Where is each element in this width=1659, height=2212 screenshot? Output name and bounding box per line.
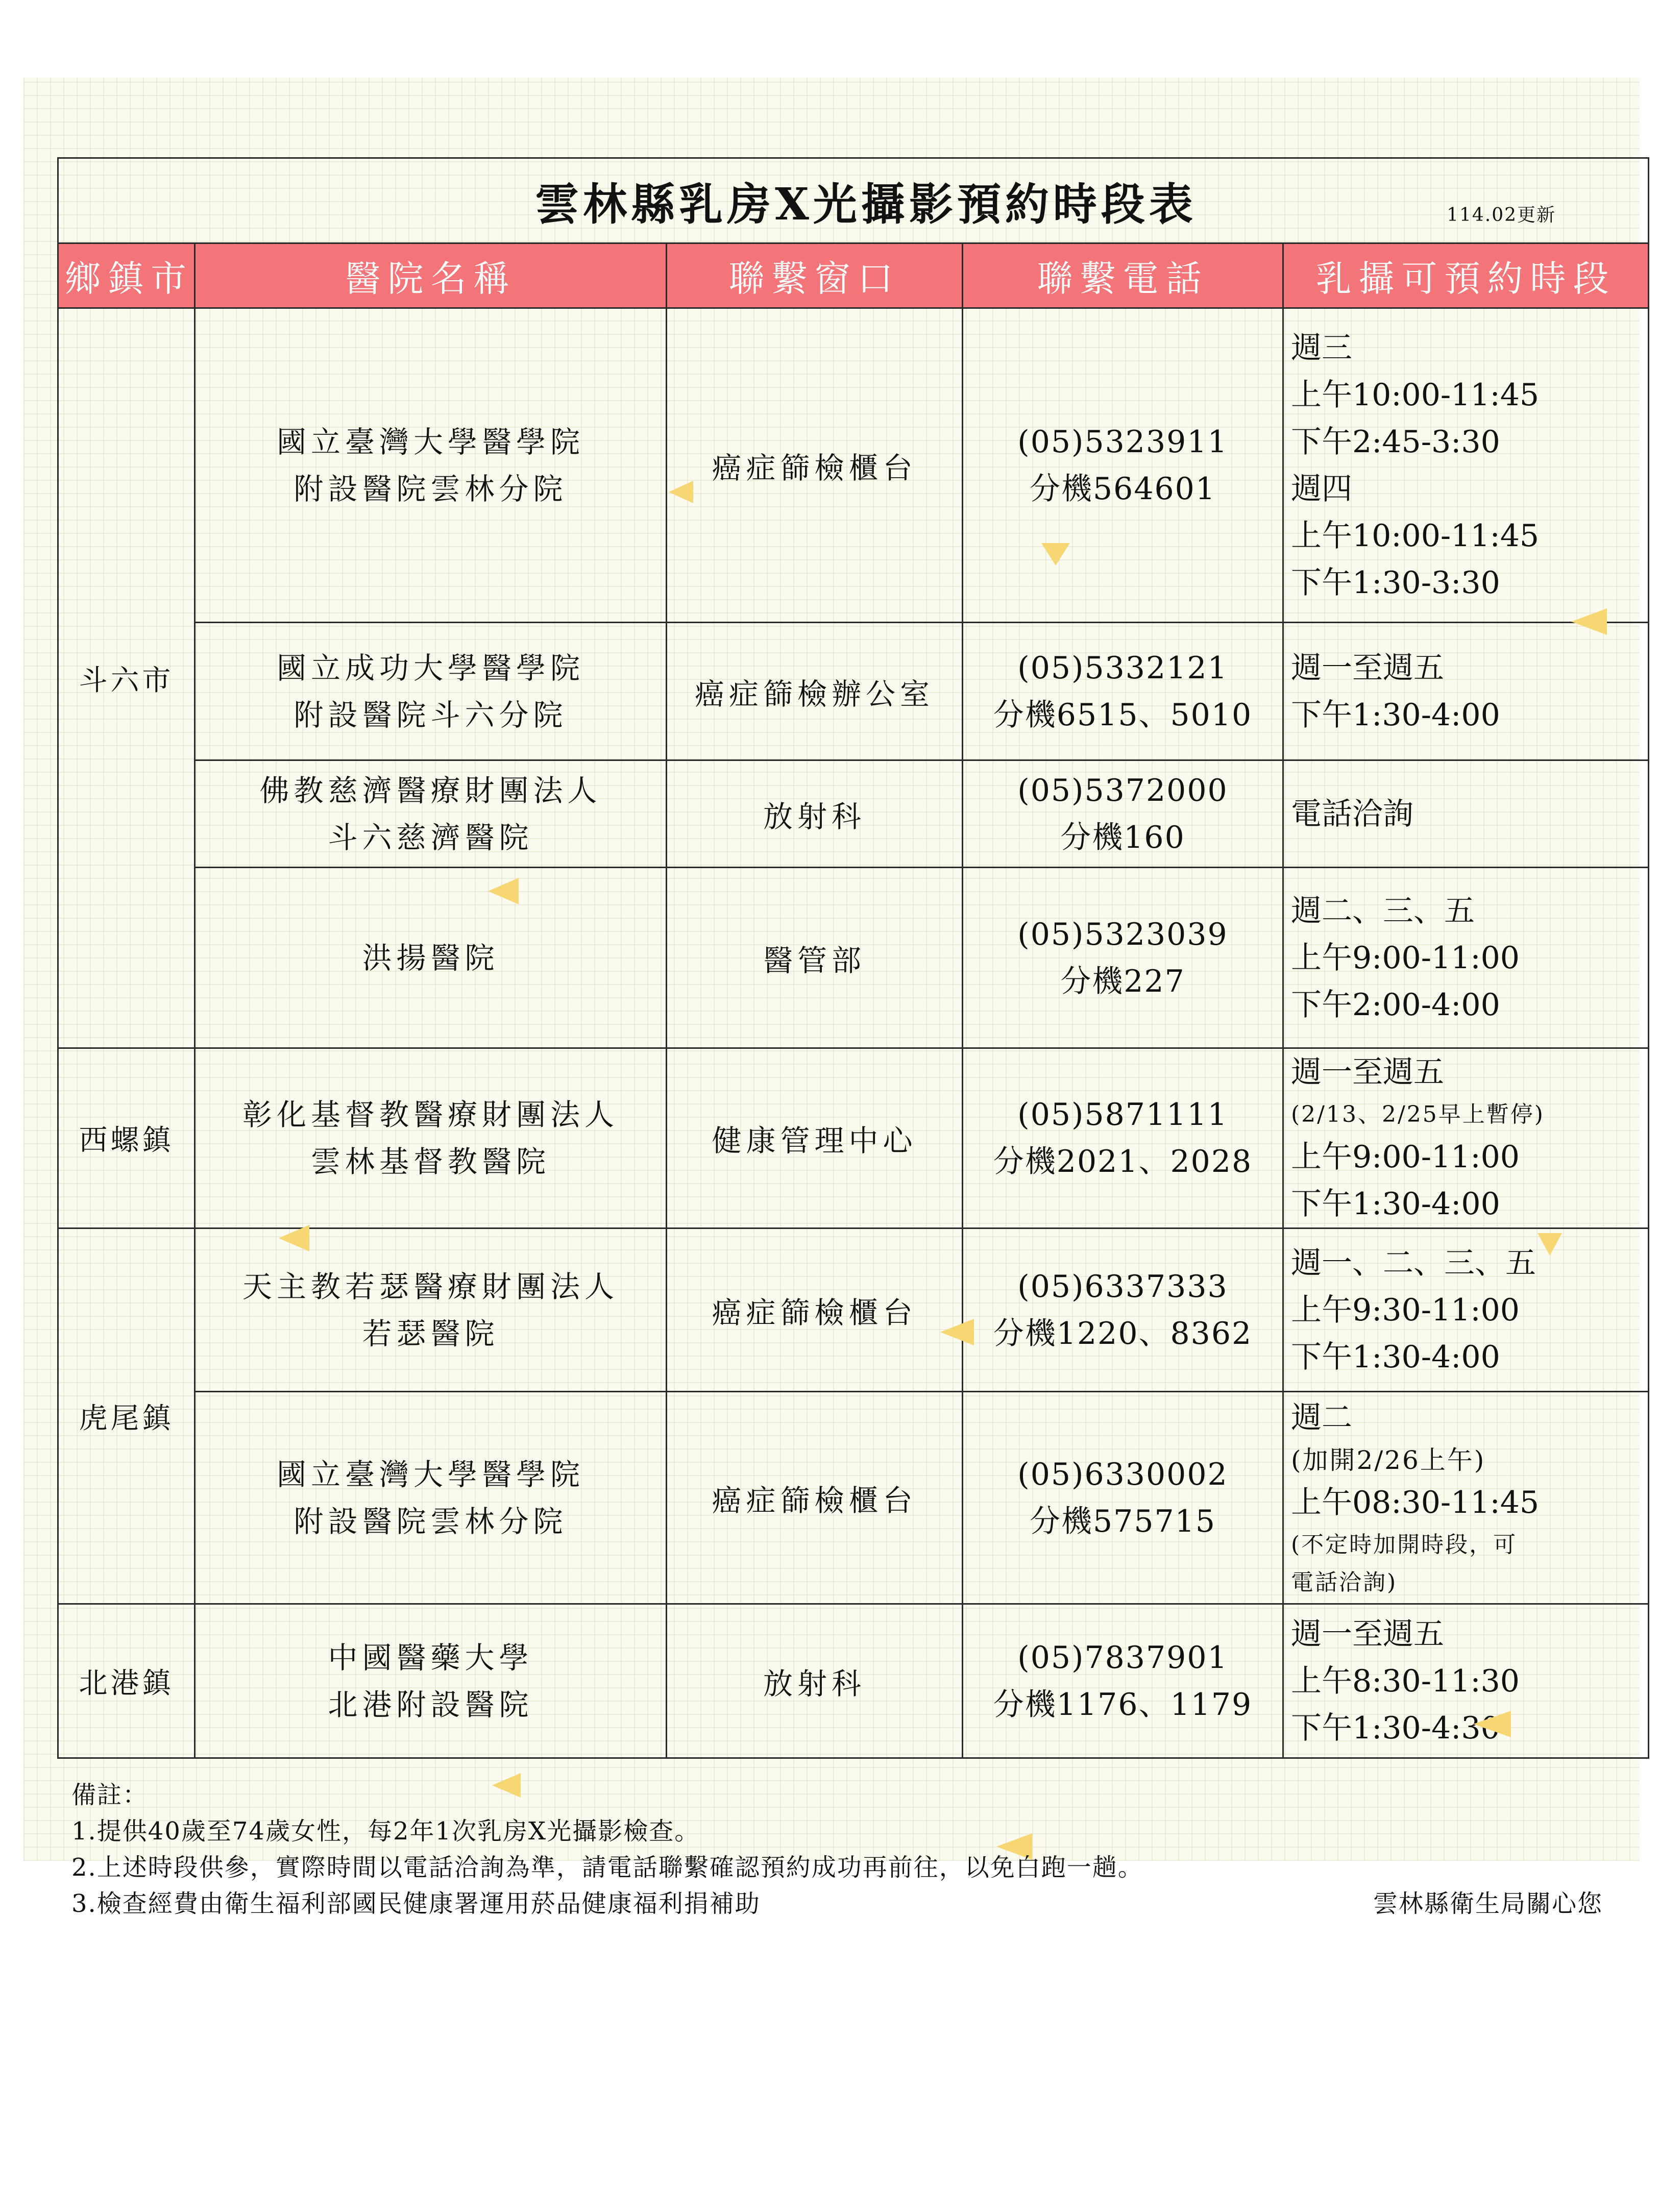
hospital-line: 斗六慈濟醫院: [328, 820, 533, 855]
header-phone: 聯繫電話: [963, 243, 1283, 308]
triangle-decoration-icon: [1473, 1711, 1511, 1737]
table-row: [58, 1392, 1649, 1604]
town-cell: 北港鎮: [58, 1604, 195, 1758]
table-row: [58, 623, 1649, 760]
phone-extension: 分機1176、1179: [993, 1686, 1253, 1723]
slot-line: 週一至週五: [1291, 1616, 1444, 1652]
hospital-line: 彰化基督教醫療財團法人: [242, 1097, 619, 1132]
slot-note: (加開2/26上午): [1291, 1445, 1486, 1475]
closing-signature: 雲林縣衛生局關心您: [1373, 1889, 1603, 1918]
triangle-decoration-icon: [1041, 543, 1070, 566]
phone-number: (05)6330002: [1017, 1456, 1228, 1492]
slot-line: 下午2:45-3:30: [1291, 424, 1500, 460]
header-town: 鄉鎮市: [58, 243, 195, 308]
hospital-line: 附設醫院斗六分院: [294, 697, 568, 732]
hospital-cell: [195, 1392, 667, 1604]
slot-line: 下午1:30-4:30: [1291, 1710, 1500, 1746]
page-title: 雲林縣乳房X光攝影預約時段表: [535, 179, 1197, 230]
hospital-cell: [195, 308, 667, 623]
hospital-line: 佛教慈濟醫療財團法人: [259, 773, 602, 808]
header-row: [58, 243, 1649, 308]
window-cell: 放射科: [667, 1604, 963, 1758]
hospital-cell: [195, 1604, 667, 1758]
table-row: [58, 868, 1649, 1048]
phone-number: (05)5323039: [1017, 916, 1228, 952]
slot-line: 上午08:30-11:45: [1291, 1484, 1540, 1520]
triangle-decoration-icon: [488, 878, 519, 904]
header-hospital: 醫院名稱: [195, 243, 667, 308]
phone-cell: [963, 623, 1283, 760]
slot-line: 上午9:00-11:00: [1291, 940, 1520, 976]
header-window: 聯繫窗口: [667, 243, 963, 308]
slot-line: 週一至週五: [1291, 1054, 1444, 1090]
slot-line: 下午1:30-4:00: [1291, 1186, 1500, 1222]
notes-section: [71, 1777, 1628, 1922]
window-cell: 癌症篩檢櫃台: [667, 1228, 963, 1392]
notes-heading: 備註：: [71, 1781, 149, 1809]
slot-line: 上午8:30-11:30: [1291, 1663, 1520, 1699]
update-note: 114.02更新: [1447, 205, 1556, 226]
table-row: [58, 760, 1649, 868]
phone-number: (05)5332121: [1017, 650, 1228, 686]
note-item: 2.上述時段供參，實際時間以電話洽詢為準，請電話聯繫確認預約成功再前往，以免白跑一趟。: [71, 1853, 1143, 1882]
slot-line: 電話洽詢: [1291, 796, 1413, 832]
hospital-line: 雲林基督教醫院: [310, 1144, 550, 1179]
triangle-decoration-icon: [940, 1319, 974, 1345]
hospital-line: 國立臺灣大學醫學院: [276, 424, 584, 459]
phone-extension: 分機6515、5010: [993, 697, 1253, 733]
title-cell: [58, 158, 1649, 243]
slots-cell: [1283, 1604, 1649, 1758]
table-row: [58, 308, 1649, 623]
hospital-line: 洪揚醫院: [362, 940, 499, 975]
hospital-cell: [195, 1228, 667, 1392]
hospital-line: 若瑟醫院: [362, 1316, 499, 1351]
header-slots: 乳攝可預約時段: [1283, 243, 1649, 308]
slot-note: 電話洽詢): [1291, 1569, 1398, 1595]
phone-cell: [963, 1392, 1283, 1604]
phone-extension: 分機575715: [1029, 1503, 1216, 1539]
slot-line: 上午9:00-11:00: [1291, 1139, 1520, 1175]
town-cell: 西螺鎮: [58, 1048, 195, 1228]
schedule-table: [57, 157, 1649, 1759]
hospital-line: 附設醫院雲林分院: [294, 1504, 568, 1539]
slot-note: (2/13、2/25早上暫停): [1291, 1101, 1545, 1127]
table-row: [58, 1048, 1649, 1228]
slot-line: 下午1:30-4:00: [1291, 697, 1500, 733]
phone-extension: 分機227: [1060, 963, 1185, 999]
phone-cell: [963, 1048, 1283, 1228]
schedule-sheet: [23, 78, 1640, 1918]
slot-note: (不定時加開時段，可: [1291, 1531, 1518, 1558]
note-item: 3.檢查經費由衛生福利部國民健康署運用菸品健康福利捐補助: [71, 1889, 761, 1918]
hospital-line: 天主教若瑟醫療財團法人: [242, 1269, 619, 1304]
slots-cell: [1283, 760, 1649, 868]
slot-line: 週三: [1291, 330, 1352, 366]
phone-extension: 分機564601: [1029, 471, 1216, 507]
table-row: [58, 1604, 1649, 1758]
triangle-decoration-icon: [669, 481, 693, 503]
phone-cell: [963, 760, 1283, 868]
slot-line: 上午9:30-11:00: [1291, 1292, 1520, 1328]
slot-line: 下午1:30-3:30: [1291, 564, 1500, 601]
slot-line: 週一、二、三、五: [1291, 1245, 1536, 1281]
phone-number: (05)6337333: [1017, 1268, 1228, 1305]
hospital-line: 北港附設醫院: [328, 1687, 533, 1722]
phone-cell: [963, 1604, 1283, 1758]
hospital-line: 國立成功大學醫學院: [276, 650, 584, 685]
slot-line: 週一至週五: [1291, 650, 1444, 686]
hospital-line: 附設醫院雲林分院: [294, 471, 568, 506]
slots-cell: [1283, 868, 1649, 1048]
town-cell: 斗六市: [58, 308, 195, 1048]
slot-line: 下午1:30-4:00: [1291, 1339, 1500, 1375]
phone-number: (05)5323911: [1017, 424, 1228, 460]
triangle-decoration-icon: [1538, 1233, 1562, 1256]
slot-line: 上午10:00-11:45: [1291, 518, 1540, 554]
slots-cell: [1283, 1392, 1649, 1604]
window-cell: 放射科: [667, 760, 963, 868]
slot-line: 下午2:00-4:00: [1291, 987, 1500, 1023]
title-row: [58, 158, 1649, 243]
slot-line: 週二: [1291, 1399, 1352, 1436]
slots-cell: [1283, 623, 1649, 760]
phone-cell: [963, 308, 1283, 623]
triangle-decoration-icon: [279, 1225, 309, 1251]
hospital-cell: [195, 1048, 667, 1228]
note-item: 1.提供40歲至74歲女性，每2年1次乳房X光攝影檢查。: [71, 1817, 700, 1846]
slot-line: 週二、三、五: [1291, 893, 1475, 929]
slot-line: 上午10:00-11:45: [1291, 377, 1540, 413]
phone-extension: 分機1220、8362: [993, 1315, 1253, 1351]
window-cell: 醫管部: [667, 868, 963, 1048]
slots-cell: [1283, 1228, 1649, 1392]
window-cell: 健康管理中心: [667, 1048, 963, 1228]
phone-number: (05)7837901: [1017, 1639, 1228, 1676]
window-cell: 癌症篩檢櫃台: [667, 308, 963, 623]
slots-cell: [1283, 1048, 1649, 1228]
slot-line: 週四: [1291, 471, 1352, 507]
triangle-decoration-icon: [1571, 608, 1607, 635]
town-cell: 虎尾鎮: [58, 1228, 195, 1604]
phone-number: (05)5871111: [1017, 1097, 1228, 1133]
phone-number: (05)5372000: [1017, 772, 1228, 808]
table-row: [58, 1228, 1649, 1392]
window-cell: 癌症篩檢櫃台: [667, 1392, 963, 1604]
hospital-cell: [195, 623, 667, 760]
hospital-line: 中國醫藥大學: [328, 1640, 533, 1675]
phone-extension: 分機160: [1060, 819, 1185, 855]
phone-extension: 分機2021、2028: [993, 1144, 1253, 1179]
window-cell: 癌症篩檢辦公室: [667, 623, 963, 760]
hospital-line: 國立臺灣大學醫學院: [276, 1457, 584, 1492]
phone-cell: [963, 868, 1283, 1048]
slots-cell: [1283, 308, 1649, 623]
phone-cell: [963, 1228, 1283, 1392]
hospital-cell: [195, 760, 667, 868]
hospital-cell: [195, 868, 667, 1048]
